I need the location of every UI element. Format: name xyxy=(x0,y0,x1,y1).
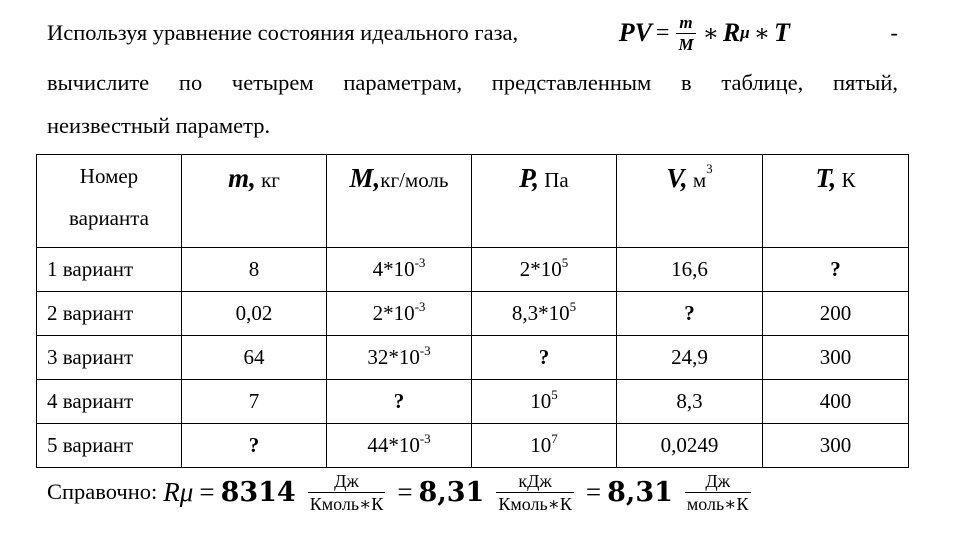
cell-m: ? xyxy=(182,424,327,468)
value-base: 2*10 xyxy=(372,301,415,325)
table-row xyxy=(37,380,909,424)
header-temperature xyxy=(763,155,909,248)
header-unit: Па xyxy=(539,168,569,192)
reference-label: Справочно: xyxy=(47,479,158,504)
cell-variant: 4 вариант xyxy=(37,380,182,424)
cell-temperature: ? xyxy=(763,248,909,292)
value-8-31: 8,31 xyxy=(418,476,485,508)
header-symbol: T, xyxy=(815,163,837,193)
ideal-gas-formula xyxy=(619,14,790,53)
cell-pressure xyxy=(472,248,617,292)
header-symbol: m, xyxy=(228,163,256,193)
cell-temperature: 300 xyxy=(763,424,909,468)
intro-dash: - xyxy=(890,20,898,45)
header-symbol: V, xyxy=(666,163,688,193)
header-unit-sup: 3 xyxy=(706,161,713,176)
intro-line-2: вычислите по четырем параметрам, представленным в таблице, пятый, xyxy=(47,70,898,95)
value-base: ? xyxy=(393,389,405,413)
value-exponent: -3 xyxy=(414,299,426,314)
unit-denominator: Кмоль∗К xyxy=(309,493,384,514)
cell-m: 7 xyxy=(182,380,327,424)
cell-temperature: 300 xyxy=(763,336,909,380)
value-base: 4*10 xyxy=(372,257,415,281)
value-exponent: 5 xyxy=(569,299,577,314)
intro-line-1 xyxy=(47,8,898,58)
table-row xyxy=(37,248,909,292)
intro-text: Используя уравнение состояния идеального газа, xyxy=(47,20,519,45)
cell-temperature: 200 xyxy=(763,292,909,336)
value-exponent: 7 xyxy=(551,431,558,446)
header-unit: м xyxy=(687,168,707,192)
header-variant-line: варианта xyxy=(68,206,149,230)
cell-molar-mass xyxy=(327,292,472,336)
formula-fraction xyxy=(676,14,695,53)
formula-lhs: PV xyxy=(618,18,652,47)
equals-sign: = xyxy=(199,476,215,507)
unit-numerator: Дж xyxy=(705,470,731,491)
unit-fraction xyxy=(496,472,574,513)
unit-denominator: Кмоль∗К xyxy=(498,493,572,514)
formula-mul: ∗ xyxy=(753,20,771,47)
cell-molar-mass xyxy=(327,336,472,380)
cell-volume: 24,9 xyxy=(617,336,763,380)
cell-pressure xyxy=(472,292,617,336)
header-variant-line: Номер xyxy=(79,164,139,188)
value-8-31: 8,31 xyxy=(607,476,673,508)
formula-mul: ∗ xyxy=(702,20,719,47)
fraction-denominator: M xyxy=(678,34,694,54)
unit-fraction xyxy=(685,472,751,513)
value-base: 44*10 xyxy=(367,433,420,457)
unit-fraction xyxy=(308,472,386,513)
value-8314: 8314 xyxy=(220,476,296,508)
cell-molar-mass xyxy=(327,248,472,292)
cell-volume: 16,6 xyxy=(617,248,763,292)
formula-r-sub: μ xyxy=(740,23,750,42)
cell-variant: 1 вариант xyxy=(37,248,182,292)
header-symbol: M, xyxy=(349,163,381,193)
cell-volume: 8,3 xyxy=(617,380,763,424)
cell-pressure xyxy=(472,380,617,424)
value-base: 10 xyxy=(530,433,552,457)
reference-line xyxy=(47,460,751,524)
cell-volume: 0,0249 xyxy=(617,424,763,468)
value-exponent: -3 xyxy=(419,343,431,358)
formula-eq: = xyxy=(655,19,670,46)
header-volume xyxy=(617,155,763,248)
value-exponent: -3 xyxy=(414,255,426,270)
unit-numerator: кДж xyxy=(518,470,552,491)
fraction-numerator: m xyxy=(679,12,693,32)
cell-m: 0,02 xyxy=(182,292,327,336)
cell-volume: ? xyxy=(617,292,763,336)
value-base: 8,3*10 xyxy=(511,301,570,325)
cell-pressure xyxy=(472,336,617,380)
header-variant xyxy=(37,155,182,248)
equals-sign: = xyxy=(397,476,413,507)
header-unit: кг xyxy=(255,168,280,192)
cell-variant: 5 вариант xyxy=(37,424,182,468)
unit-denominator: моль∗К xyxy=(686,493,749,514)
header-m xyxy=(182,155,327,248)
table-header-row xyxy=(37,155,909,248)
unit-numerator: Дж xyxy=(334,470,359,491)
value-exponent: -3 xyxy=(419,431,431,446)
parameters-table xyxy=(36,154,909,468)
intro-line-3: неизвестный параметр. xyxy=(47,113,271,138)
header-symbol: P, xyxy=(519,163,539,193)
value-base: ? xyxy=(538,345,550,369)
gas-constant-symbol: Rμ xyxy=(163,476,194,507)
cell-variant: 2 вариант xyxy=(37,292,182,336)
cell-variant: 3 вариант xyxy=(37,336,182,380)
formula-r: R xyxy=(722,18,741,47)
header-unit: К xyxy=(836,168,856,192)
header-pressure xyxy=(472,155,617,248)
table-row xyxy=(37,336,909,380)
cell-m: 8 xyxy=(182,248,327,292)
value-base: 10 xyxy=(530,389,552,413)
value-exponent: 5 xyxy=(551,387,558,402)
cell-molar-mass xyxy=(327,380,472,424)
cell-m: 64 xyxy=(182,336,327,380)
formula-t: T xyxy=(774,18,790,47)
header-unit: кг/моль xyxy=(380,168,449,192)
cell-temperature: 400 xyxy=(763,380,909,424)
value-base: 32*10 xyxy=(367,345,420,369)
equals-sign: = xyxy=(585,476,602,507)
value-exponent: 5 xyxy=(561,255,569,270)
table-row xyxy=(37,292,909,336)
header-molar-mass xyxy=(327,155,472,248)
value-base: 2*10 xyxy=(519,257,562,281)
